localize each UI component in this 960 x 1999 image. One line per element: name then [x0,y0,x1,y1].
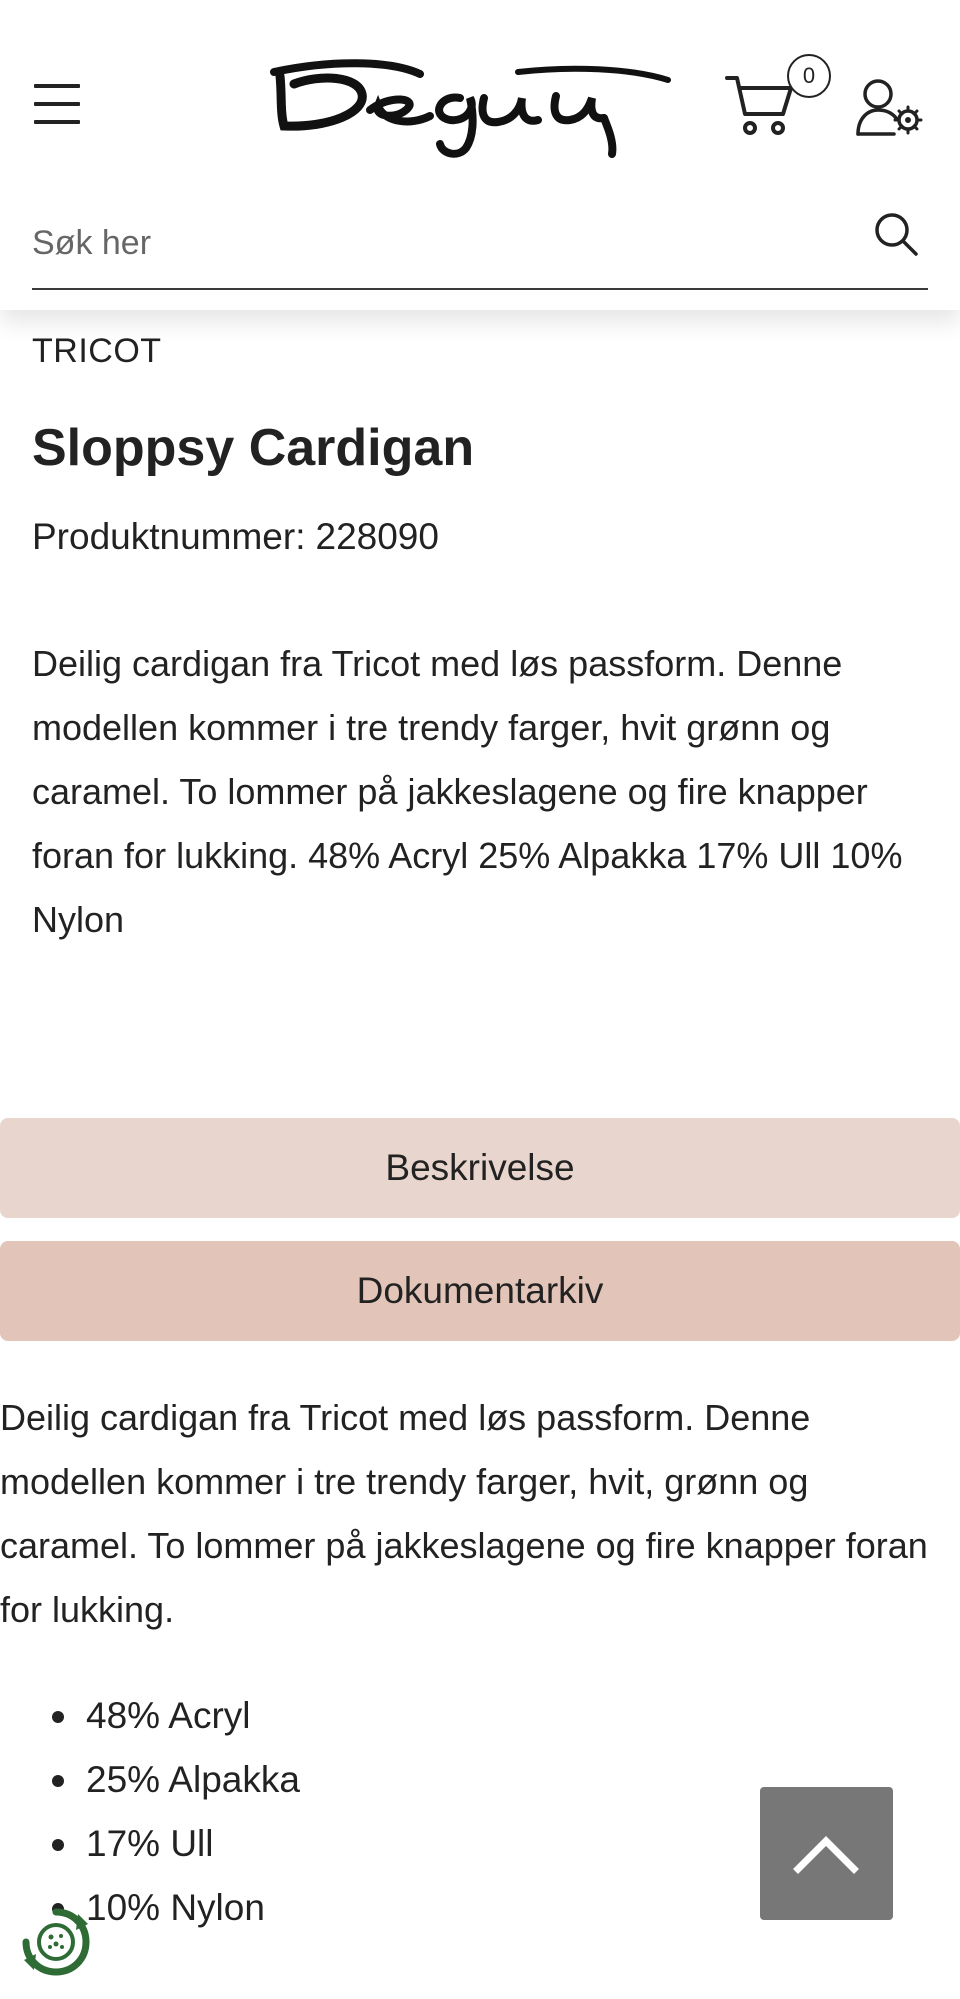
deguy-logo[interactable] [270,54,674,160]
list-item: 25% Alpakka [0,1748,300,1812]
product-number-label: Produktnummer: [32,516,306,557]
recycle-graphic [18,1904,94,1980]
list-item: 17% Ull [0,1812,300,1876]
menu-line [34,84,80,88]
list-item: 10% Nylon [0,1876,300,1940]
product-brand[interactable]: TRICOT [32,332,162,370]
tab-beskrivelse[interactable]: Beskrivelse [0,1118,960,1218]
hamburger-menu-icon[interactable] [34,84,82,124]
site-header [0,0,960,310]
product-title: Sloppsy Cardigan [32,419,475,477]
user-settings-icon[interactable] [856,78,926,138]
search-icon[interactable] [872,210,920,258]
description-text: Deilig cardigan fra Tricot med løs passform. Denne modellen kommer i tre trendy farger, hvit, grønn og caramel. To lommer på jakkeslagene og fire knapper foran for lukking. [0,1397,928,1630]
product-number-value: 228090 [315,516,439,557]
tab-dokumentarkiv[interactable]: Dokumentarkiv [0,1241,960,1341]
cart-count-badge[interactable]: 0 [787,54,831,98]
menu-line [34,102,80,106]
scroll-to-top-button[interactable] [760,1787,893,1920]
search-input[interactable] [32,218,832,268]
shopping-cart-icon[interactable] [725,72,795,138]
logo-artwork [270,54,674,160]
materials-list [0,1684,300,1940]
short-description: Deilig cardigan fra Tricot med løs passform. Denne modellen kommer i tre trendy farger, hvit grønn og caramel. To lommer på jakkeslagene og fire knapper foran for lukking. 48% Acryl 25% Alpakka 17% Ull 10% Nylon [32,643,903,940]
product-number [32,516,439,558]
menu-line [34,120,80,124]
cart-graphic [725,72,795,138]
chevron-up-icon [760,1787,893,1920]
recycle-badge-icon[interactable] [18,1904,94,1980]
list-item: 48% Acryl [0,1684,300,1748]
search-bar [32,200,928,290]
account-graphic [856,78,926,138]
